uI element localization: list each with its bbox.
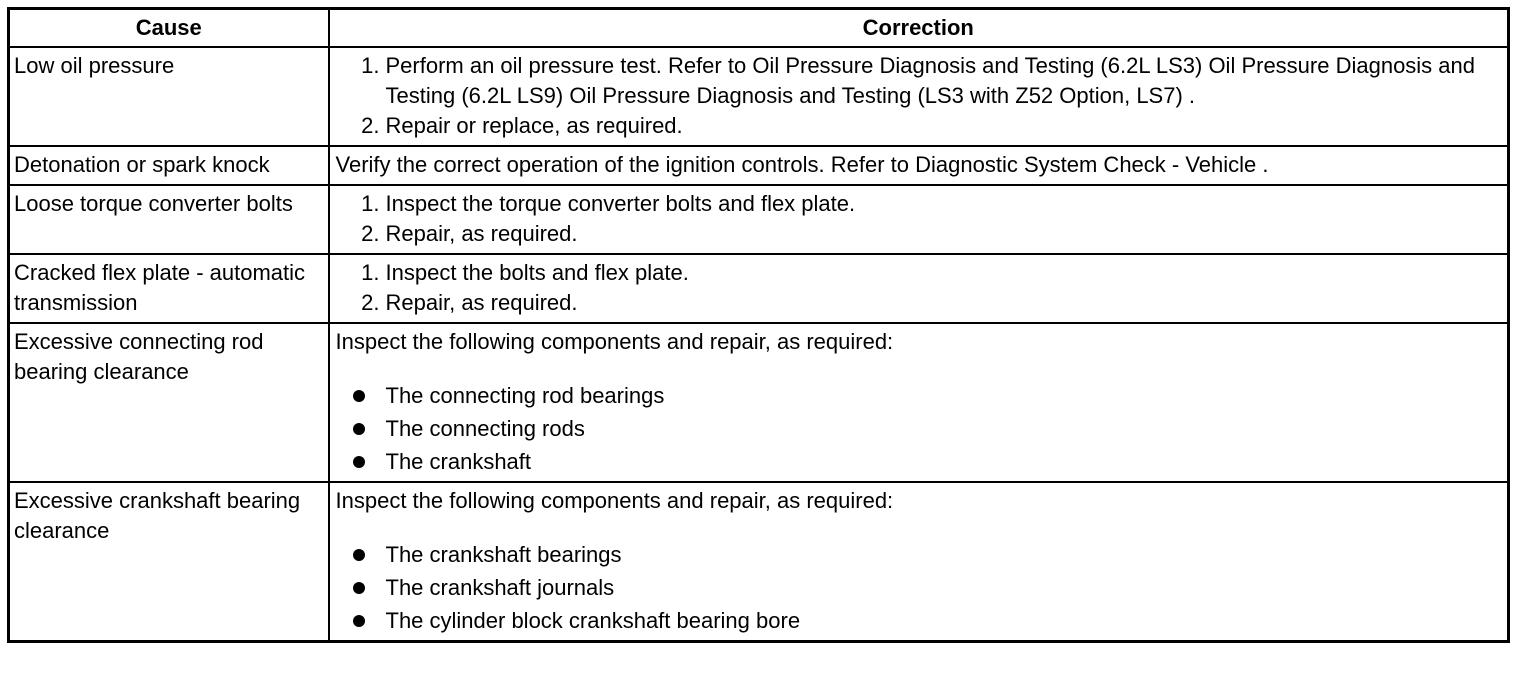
bullet-dot-icon [336, 414, 386, 444]
table-row [9, 47, 1509, 146]
cause-cell: Detonation or spark knock [9, 146, 329, 185]
bullet-dot-icon [336, 447, 386, 477]
bullet-item [336, 540, 1502, 570]
cause-cell: Cracked flex plate - automatic transmission [9, 254, 329, 323]
bullet-text: The connecting rod bearings [385, 383, 665, 408]
table-row [9, 146, 1509, 185]
bullet-text: The crankshaft [385, 449, 532, 474]
cause-cell: Excessive connecting rod bearing clearance [9, 323, 329, 482]
table-row [9, 185, 1509, 254]
diagnostic-table-container [7, 7, 1507, 643]
correction-cell: Verify the correct operation of the ignition controls. Refer to Diagnostic System Check - Vehicle . [329, 146, 1509, 185]
header-cause: Cause [9, 9, 329, 48]
cause-cell: Loose torque converter bolts [9, 185, 329, 254]
bullet-text: The connecting rods [385, 416, 585, 441]
correction-cell [329, 323, 1509, 482]
step-text: Repair or replace, as required. [385, 113, 683, 138]
correction-intro: Inspect the following components and repair, as required: [335, 488, 894, 513]
step-text: Inspect the torque converter bolts and flex plate. [385, 191, 856, 216]
bullet-item [336, 606, 1502, 636]
cause-cell: Low oil pressure [9, 47, 329, 146]
step-text: Perform an oil pressure test. Refer to Oil Pressure Diagnosis and Testing (6.2L LS3) Oil Pressure Diagnosis and Testing (6.2L LS9) Oil Pressure Diagnosis and Testing (LS3 with Z52 Option, LS7) . [385, 53, 1476, 108]
table-row [9, 323, 1509, 482]
bullet-dot-icon [336, 573, 386, 603]
table-row [9, 254, 1509, 323]
bullet-list [336, 381, 1502, 477]
bullet-text: The crankshaft bearings [385, 542, 622, 567]
header-correction: Correction [329, 9, 1509, 48]
step-item [336, 288, 1502, 318]
correction-cell [329, 185, 1509, 254]
table-row [9, 482, 1509, 642]
bullet-item [336, 381, 1502, 411]
step-text: Repair, as required. [385, 221, 578, 246]
bullet-dot-icon [336, 606, 386, 636]
header-row [9, 9, 1509, 48]
step-item [336, 189, 1502, 219]
step-item [336, 258, 1502, 288]
bullet-text: The cylinder block crankshaft bearing bore [385, 608, 801, 633]
bullet-item [336, 447, 1502, 477]
step-number: 2. [361, 221, 380, 246]
step-number: 1. [361, 53, 380, 78]
step-item [336, 51, 1502, 111]
bullet-dot-icon [336, 540, 386, 570]
step-item [336, 111, 1502, 141]
correction-cell [329, 47, 1509, 146]
step-item [336, 219, 1502, 249]
bullet-list [336, 540, 1502, 636]
step-text: Repair, as required. [385, 290, 578, 315]
bullet-text: The crankshaft journals [385, 575, 615, 600]
bullet-item [336, 414, 1502, 444]
cause-cell: Excessive crankshaft bearing clearance [9, 482, 329, 642]
correction-intro: Inspect the following components and repair, as required: [335, 329, 894, 354]
step-number: 1. [361, 260, 380, 285]
correction-cell [329, 482, 1509, 642]
correction-cell [329, 254, 1509, 323]
step-number: 2. [361, 113, 380, 138]
step-number: 2. [361, 290, 380, 315]
diagnostic-table [7, 7, 1510, 643]
bullet-item [336, 573, 1502, 603]
bullet-dot-icon [336, 381, 386, 411]
step-number: 1. [361, 191, 380, 216]
step-text: Inspect the bolts and flex plate. [385, 260, 689, 285]
